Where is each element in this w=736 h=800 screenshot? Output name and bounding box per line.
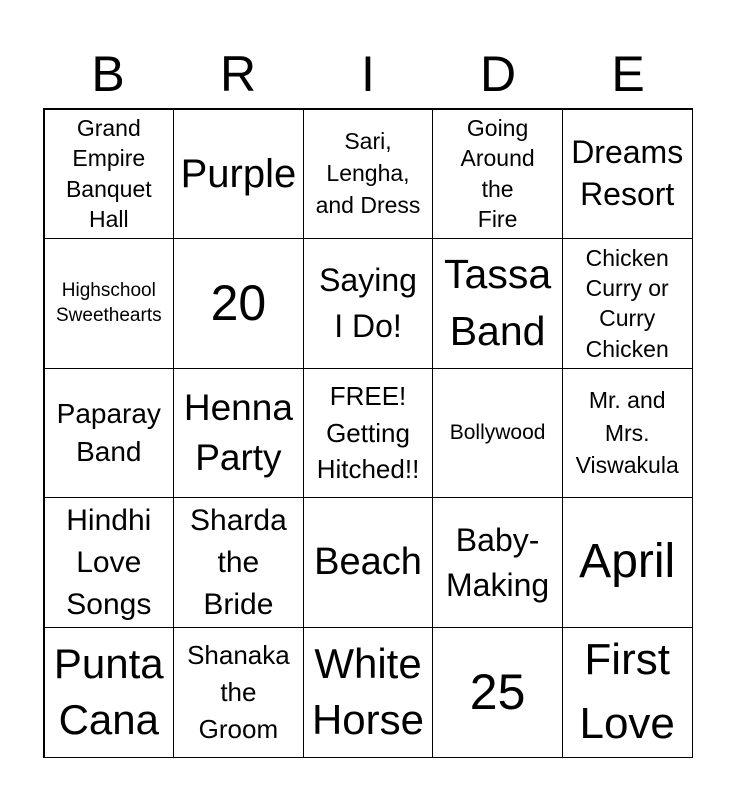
bingo-cell-text: First Love	[579, 635, 675, 749]
bingo-cell[interactable]	[173, 238, 304, 369]
bingo-cell-text: Henna Party	[183, 387, 293, 478]
bingo-cell-text: Chicken Curry or Curry Chicken	[585, 244, 669, 362]
bingo-cell-text: Mr. and Mrs. Viswakula	[575, 387, 679, 479]
bingo-cell[interactable]	[562, 368, 693, 499]
bingo-cell[interactable]	[562, 497, 693, 628]
bingo-cell-text: 20	[210, 274, 267, 331]
bingo-grid	[43, 108, 693, 758]
bingo-cell-text: Sari, Lengha, and Dress	[315, 128, 421, 218]
bingo-cell-text: Grand Empire Banquet Hall	[65, 115, 152, 233]
bingo-cell[interactable]	[44, 627, 175, 758]
bingo-cell-text: Tassa Band	[444, 251, 552, 355]
bingo-cell[interactable]	[173, 497, 304, 628]
header-letter: E	[611, 46, 645, 102]
bingo-cell-text: Highschool Sweethearts	[55, 279, 162, 327]
bingo-cell-text: Dreams Resort	[571, 134, 684, 212]
bingo-cell[interactable]	[432, 627, 563, 758]
bingo-cell[interactable]	[432, 109, 563, 240]
bingo-cell[interactable]	[173, 109, 304, 240]
bingo-cell[interactable]	[303, 497, 434, 628]
bingo-cell[interactable]	[44, 109, 175, 240]
bingo-cell[interactable]	[432, 368, 563, 499]
bingo-cell-text: Shanaka the Groom	[187, 639, 290, 744]
bingo-cell-text: Purple	[180, 151, 297, 196]
bingo-cell[interactable]	[44, 368, 175, 499]
bingo-header	[43, 40, 693, 108]
bingo-cell[interactable]	[303, 238, 434, 369]
bingo-cell[interactable]	[303, 368, 434, 499]
bingo-cell[interactable]	[173, 627, 304, 758]
header-letter: R	[219, 46, 257, 102]
header-letter: B	[91, 46, 125, 102]
bingo-cell-text: Paparay Band	[56, 398, 161, 467]
bingo-cell[interactable]	[562, 238, 693, 369]
bingo-cell-text: White Horse	[311, 639, 425, 744]
header-letter: D	[479, 46, 517, 102]
bingo-cell[interactable]	[432, 497, 563, 628]
bingo-cell-text: Going Around the Fire	[460, 115, 535, 233]
bingo-cell[interactable]	[562, 109, 693, 240]
bingo-cell[interactable]	[432, 238, 563, 369]
bingo-cell-text: Bollywood	[449, 421, 546, 445]
header-letter: I	[361, 46, 375, 102]
bingo-cell-text: Hindhi Love Songs	[66, 503, 152, 621]
bingo-cell-text: Beach	[314, 540, 422, 583]
bingo-cell-text: Saying I Do!	[319, 262, 417, 345]
bingo-cell[interactable]	[303, 627, 434, 758]
bingo-cell-text: Sharda the Bride	[190, 503, 287, 621]
bingo-cell[interactable]	[303, 109, 434, 240]
bingo-cell-text: Baby- Making	[446, 521, 550, 603]
bingo-cell-text: 25	[469, 663, 526, 720]
bingo-cell-text: FREE! Getting Hitched!!	[316, 381, 420, 485]
bingo-cell[interactable]	[562, 627, 693, 758]
bingo-cell[interactable]	[173, 368, 304, 499]
bingo-cell[interactable]	[44, 497, 175, 628]
bingo-cell-text: April	[579, 535, 676, 589]
bingo-cell[interactable]	[44, 238, 175, 369]
bingo-cell-text: Punta Cana	[53, 639, 164, 744]
